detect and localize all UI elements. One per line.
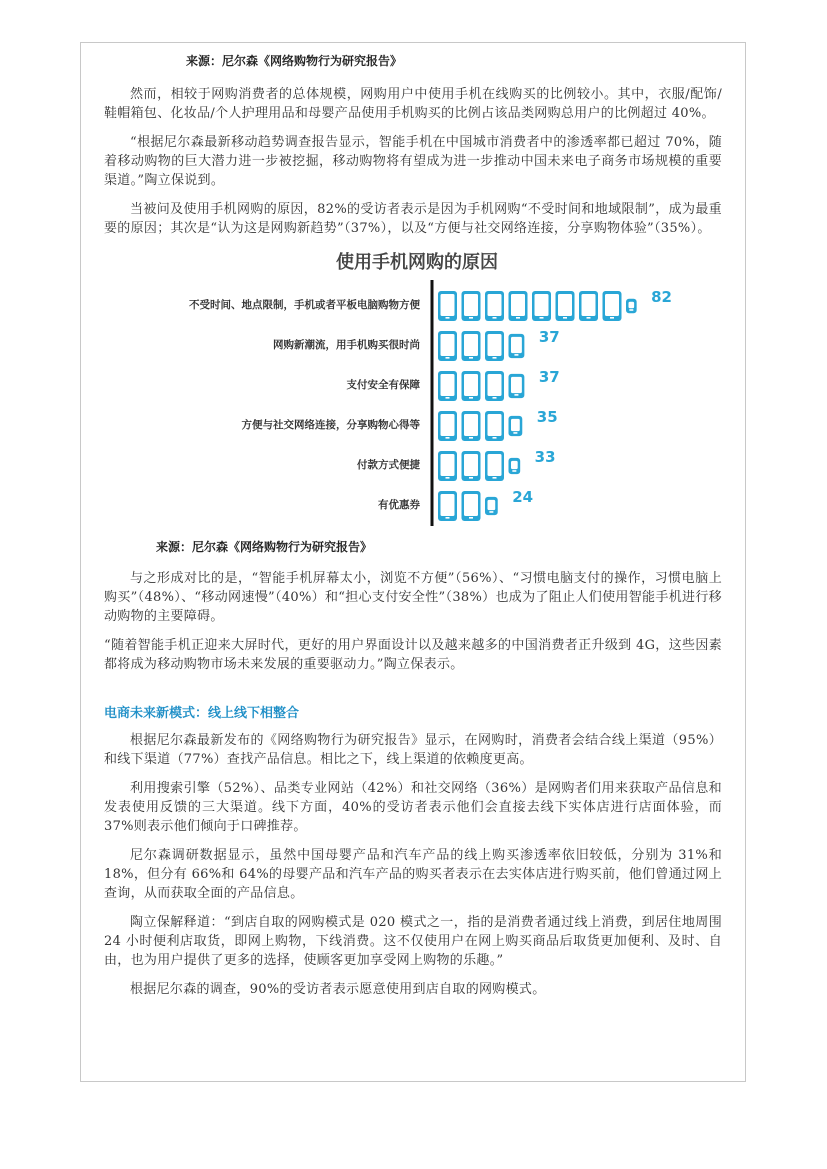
phone-button	[512, 470, 516, 472]
bar	[438, 291, 637, 321]
phone-screen	[605, 294, 619, 316]
chart-source-label: 来源：尼尔森《网络购物行为研究报告》	[156, 540, 373, 554]
phone-screen	[441, 374, 455, 396]
phone-button	[469, 477, 473, 479]
paragraph: 根据尼尔森的调查，90%的受访者表示愿意使用到店自取的网购模式。	[130, 982, 546, 997]
phone-screen	[488, 374, 502, 396]
phone-button	[563, 317, 567, 319]
data-label: 37	[538, 368, 560, 386]
category-label: 付款方式便捷	[357, 459, 420, 471]
phone-screen	[511, 294, 525, 316]
bar	[438, 451, 520, 481]
category-label: 方便与社交网络连接，分享购物心得等	[241, 419, 420, 431]
phone-button	[513, 432, 517, 434]
phone-screen	[629, 302, 635, 308]
phone-screen	[511, 337, 522, 353]
phone-screen	[441, 294, 455, 316]
category-label: 有优惠券	[378, 499, 420, 511]
phone-button	[629, 309, 633, 311]
phone-button	[493, 317, 497, 319]
phone-screen	[441, 454, 455, 476]
phone-screen	[582, 294, 596, 316]
phone-screen	[464, 374, 478, 396]
data-label: 33	[534, 448, 556, 466]
phone-button	[469, 437, 473, 439]
phone-button	[469, 517, 473, 519]
paragraph: 利用搜索引擎（52%）、品类专业网站（42%）和社交网络（36%）是网购者们用来获取产品信息和发表使用反馈的三大渠道。线下方面，40%的受访者表示他们会直接去线下实体店进行店面体验，而 37%则表示他们倾向于口碑推荐。	[104, 781, 722, 834]
phone-screen	[488, 500, 496, 510]
phone-screen	[488, 294, 502, 316]
paragraph: 当被问及使用手机网购的原因，82%的受访者表示是因为手机网购“不受时间和地域限制”，成为最重要的原因；其次是“认为这是网购新趋势”（37%），以及“方便与社交网络连接，分享购物体验”（35%）。	[104, 202, 722, 236]
phone-button	[446, 437, 450, 439]
paragraph: 然而，相较于网购消费者的总体规模，网购用户中使用手机在线购买的比例较小。其中，衣服/配饰/鞋帽箱包、化妆品/个人护理用品和母婴产品使用手机购买的比例占该品类网购总用户的比例超过 40%。	[104, 87, 722, 121]
paragraph: 尼尔森调研数据显示，虽然中国母婴产品和汽车产品的线上购买渗透率依旧较低，分别为 31%和 18%，但分有 66%和 64%的母婴产品和汽车产品的购买者表示在去实体店进行购买前，他们曾通过网上查询，从而获取全面的产品信息。	[104, 848, 722, 901]
bar	[438, 331, 524, 361]
phone-button	[514, 354, 518, 356]
phone-screen	[441, 414, 455, 436]
paragraph: 陶立保解释道：“到店自取的网购模式是 020 模式之一，指的是消费者通过线上消费，到居住地周围 24 小时便利店取货，即网上购物，下线消费。这不仅使用户在网上购买商品后取货更加便利、及时、自由，也为用户提供了更多的选择，使顾客更加享受网上购物的乐趣。”	[104, 915, 722, 968]
phone-screen	[464, 414, 478, 436]
category-label: 支付安全有保障	[346, 379, 420, 391]
phone-button	[446, 357, 450, 359]
bar	[438, 491, 498, 521]
phone-button	[469, 397, 473, 399]
category-label: 不受时间、地点限制，手机或者平板电脑购物方便	[189, 299, 420, 311]
article	[104, 52, 722, 1009]
mobile-shopping-reasons-chart	[104, 248, 722, 526]
phone-screen	[511, 461, 518, 469]
source-label: 来源：尼尔森《网络购物行为研究报告》	[186, 54, 403, 68]
phone-button	[469, 317, 473, 319]
phone-button	[587, 317, 591, 319]
phone-button	[469, 357, 473, 359]
phone-button	[610, 317, 614, 319]
phone-button	[540, 317, 544, 319]
paragraph: “随着智能手机正迎来大屏时代，更好的用户界面设计以及越来越多的中国消费者正升级到 4G，这些因素都将成为移动购物市场未来发展的重要驱动力。”陶立保表示。	[104, 638, 722, 672]
phone-button	[446, 477, 450, 479]
phone-screen	[511, 377, 522, 393]
chart-container	[104, 248, 722, 530]
phone-screen	[511, 419, 520, 431]
phone-button	[493, 357, 497, 359]
paragraph: “根据尼尔森最新移动趋势调查报告显示，智能手机在中国城市消费者中的渗透率都已超过 70%，随着移动购物的巨大潜力进一步被挖掘，移动购物将有望成为进一步推动中国未来电子商务市场规模的重要渠道。”陶立保说到。	[104, 135, 722, 188]
phone-screen	[488, 414, 502, 436]
phone-screen	[558, 294, 572, 316]
paragraph: 与之形成对比的是，“智能手机屏幕太小，浏览不方便”（56%）、“习惯电脑支付的操作，习惯电脑上购买”（48%）、“移动网速慢”（40%）和“担心支付安全性”（38%）也成为了阻止人们使用智能手机进行移动购物的主要障碍。	[104, 571, 722, 624]
phone-button	[493, 477, 497, 479]
phone-screen	[441, 334, 455, 356]
phone-screen	[441, 494, 455, 516]
data-label: 35	[536, 408, 558, 426]
data-label: 37	[538, 328, 560, 346]
phone-button	[446, 317, 450, 319]
phone-screen	[488, 334, 502, 356]
bar	[438, 411, 522, 441]
phone-screen	[488, 454, 502, 476]
phone-button	[489, 511, 493, 513]
phone-screen	[464, 494, 478, 516]
phone-button	[493, 397, 497, 399]
paragraph: 根据尼尔森最新发布的《网络购物行为研究报告》显示，在网购时，消费者会结合线上渠道（95%）和线下渠道（77%）查找产品信息。相比之下，线上渠道的依赖度更高。	[104, 733, 722, 767]
data-label: 24	[512, 488, 534, 506]
phone-button	[514, 394, 518, 396]
category-label: 网购新潮流，用手机购买很时尚	[273, 339, 420, 351]
data-label: 82	[651, 288, 673, 306]
phone-button	[446, 397, 450, 399]
phone-screen	[535, 294, 549, 316]
phone-button	[516, 317, 520, 319]
phone-button	[493, 437, 497, 439]
phone-button	[446, 517, 450, 519]
bar	[438, 371, 524, 401]
phone-screen	[464, 334, 478, 356]
phone-screen	[464, 454, 478, 476]
section-heading: 电商未来新模式：线上线下相整合	[104, 706, 300, 721]
phone-screen	[464, 294, 478, 316]
chart-title: 使用手机网购的原因	[336, 252, 498, 273]
